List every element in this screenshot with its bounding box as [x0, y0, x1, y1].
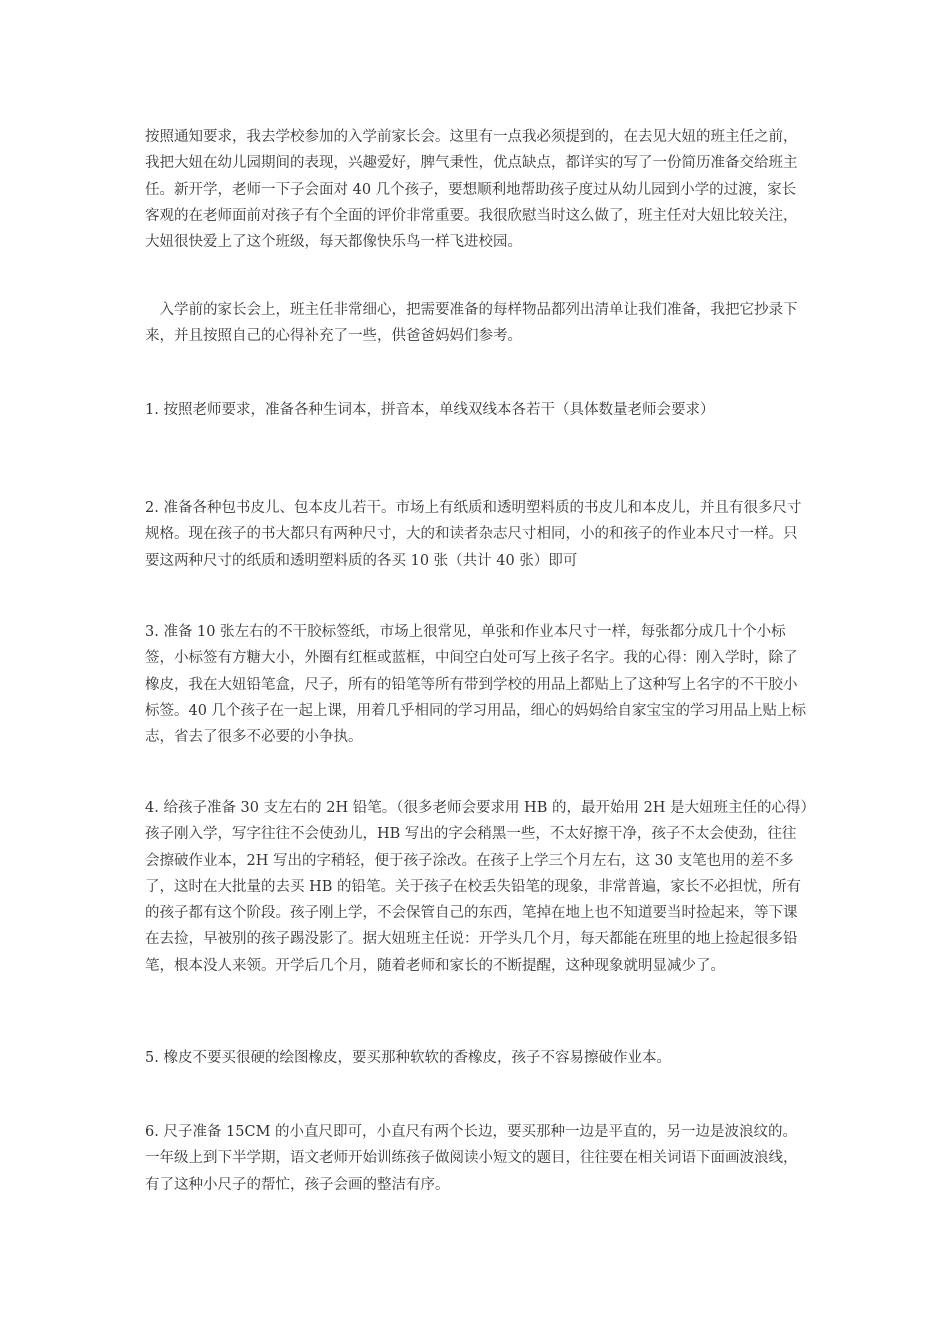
list-item-6: 6. 尺子准备 15CM 的小直尺即可，小直尺有两个长边，要买那种一边是平直的，另一边是波浪纹的。一年级上到下半学期，语文老师开始训练孩子做阅读小短文的题目，往往要在相关词语下面画波浪线，有了这种小尺子的帮忙，孩子会画的整洁有序。 [145, 1124, 798, 1193]
list-item-5: 5. 橡皮不要买很硬的绘图橡皮，要买那种软软的香橡皮，孩子不容易擦破作业本。 [145, 1050, 671, 1066]
intro-paragraph: 按照通知要求，我去学校参加的入学前家长会。这里有一点我必须提到的，在去见大妞的班主任之前，我把大妞在幼儿园期间的表现，兴趣爱好，脾气秉性，优点缺点，都详实的写了一份简历准备交给班主任。新开学，老师一下子会面对 40 几个孩子，要想顺利地帮助孩子度过从幼儿园到小学的过渡，家长客观的在老师面前对孩子有个全面的评价非常重要。我很欣慰当时这么做了，班主任对大妞比较关注，大妞很快爱上了这个班级，每天都像快乐鸟一样飞进校园。 [145, 129, 798, 251]
list-item-4: 4. 给孩子准备 30 支左右的 2H 铅笔。（很多老师会要求用 HB 的，最开始用 2H 是大妞班主任的心得）孩子刚入学，写字往往不会使劲儿，HB 写出的字会稍黑一些，不太好擦干净，孩子不太会使劲，往往会擦破作业本，2H 写出的字稍轻，便于孩子涂改。在孩子上学三个月左右，这 30 支笔也用的差不多了，这时在大批量的去买 HB 的铅笔。关于孩子在校丢失铅笔的现象，非常普遍，家长不必担忧，所有的孩子都有这个阶段。孩子刚上学，不会保管自己的东西，笔掉在地上也不知道要当时捡起来，等下课在去捡，早被别的孩子踢没影了。据大妞班主任说：开学头几个月，每天都能在班里的地上捡起很多铅笔，根本没人来领。开学后几个月，随着老师和家长的不断提醒，这种现象就明显减少了。 [145, 800, 808, 974]
list-intro-paragraph: 入学前的家长会上，班主任非常细心，把需要准备的每样物品都列出清单让我们准备，我把它抄录下来，并且按照自己的心得补充了一些，供爸爸妈妈们参考。 [145, 302, 798, 345]
list-item-2: 2. 准备各种包书皮儿、包本皮儿若干。市场上有纸质和透明塑料质的书皮儿和本皮儿，并且有很多尺寸规格。现在孩子的书大都只有两种尺寸，大的和读者杂志尺寸相同，小的和孩子的作业本尺寸一样。只要这两种尺寸的纸质和透明塑料质的各买 10 张（共计 40 张）即可 [145, 500, 802, 569]
list-item-1: 1. 按照老师要求，准备各种生词本，拼音本，单线双线本各若干（具体数量老师会要求） [145, 402, 715, 418]
list-item-3: 3. 准备 10 张左右的不干胶标签纸，市场上很常见，单张和作业本尺寸一样，每张都分成几十个小标签，小标签有方糖大小，外圈有红框或蓝框，中间空白处可写上孩子名字。我的心得：刚入学时，除了橡皮，我在大妞铅笔盒，尺子，所有的铅笔等所有带到学校的用品上都贴上了这种写上名字的不干胶小标签。40 几个孩子在一起上课，用着几乎相同的学习用品，细心的妈妈给自家宝宝的学习用品上贴上标志，省去了很多不必要的小争执。 [145, 624, 807, 746]
